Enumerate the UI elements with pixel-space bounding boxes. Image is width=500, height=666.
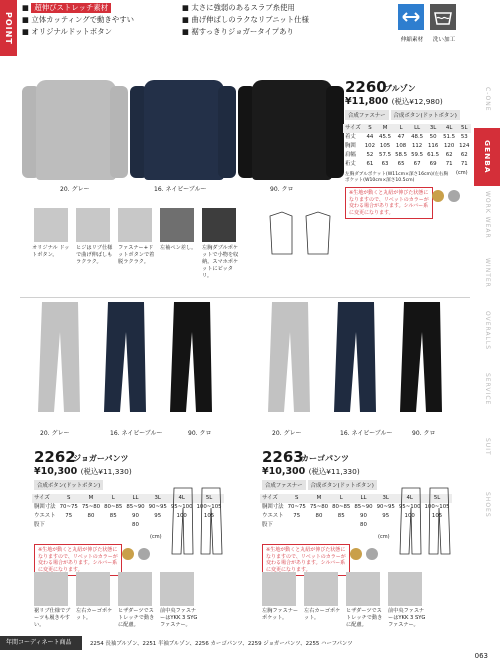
pants-photo-black xyxy=(166,302,216,412)
rivet-swatch-gold xyxy=(122,548,134,560)
color-caption: 16. ネイビーブルー xyxy=(154,186,207,193)
jacket-size-table: サイズ S M L LL 3L 4L 5L 着丈 44 45.5 47 48.5 50 51.5 53 胸囲 102 105 108 112 116 120 124 肩幅 52 57.5 58.5 59.5 61.5 62 62 裄丈 61 63 65 67 69 71 71 xyxy=(345,125,470,167)
detail-photo xyxy=(202,208,236,242)
side-index-item[interactable]: WINTER xyxy=(484,258,491,288)
detail-caption: ヒジはリブ仕様で曲げ伸ばしもラクラク。 xyxy=(76,245,113,265)
pocket-note: 左胸ダブルポケット(W11cm×深さ16cm)/左右胸ポケット(W10cm×深さ10.5cm) xyxy=(345,172,449,183)
side-index-item[interactable]: SUIT xyxy=(484,438,491,456)
detail-photo xyxy=(388,572,422,606)
washable-icon xyxy=(430,4,456,30)
footer-label: 年間コーディネート商品 xyxy=(0,636,82,650)
point-item: ■ 超伸びストレッチ素材 xyxy=(22,2,182,14)
detail-photo xyxy=(160,208,194,242)
material-tags: 合成ファスナー 合成ボタン(ドットボタン) xyxy=(345,110,462,120)
detail-caption: オリジナル ドットボタン。 xyxy=(32,245,70,258)
stretch-icon xyxy=(398,4,424,30)
point-item: ■ オリジナルドットボタン xyxy=(22,27,112,36)
footer-items: 2254 長袖ブルゾン、2251 半袖ブルゾン、2256 カーゴパンツ、2259 ジョガーパンツ、2255 ハーフパンツ xyxy=(90,641,353,647)
pants-photo-grey xyxy=(264,302,314,412)
detail-photo xyxy=(304,572,338,606)
pants-line-drawing xyxy=(168,484,228,556)
detail-caption: ファスナー+ドットボタンで着脱ラクラク。 xyxy=(118,245,155,265)
rivet-warning: ※生地が動くと丸紐が伸びた状態になりますので、リベットのカラーが変わる場合があります。シルバー系に変更になります。 xyxy=(34,544,122,576)
pants-size-table: サイズ S M L LL 3L 4L 5L 胴囲寸法 70~75 75~80 80~85 85~90 90~95 95~100 100~105 ウエスト 75 80 85 90 95 100 105 股下 80 xyxy=(34,495,222,528)
detail-caption: 前中央ファスナーはYKK 3 SYGファスナー。 xyxy=(160,608,198,628)
detail-photo xyxy=(118,572,152,606)
rivet-swatch-silver xyxy=(448,190,460,202)
rivet-swatch-gold xyxy=(432,190,444,202)
pants-photo-black xyxy=(396,302,446,412)
point-item: ■ 太さに強弱のあるスラブ糸使用 xyxy=(182,3,295,12)
side-index-item[interactable]: OVERALLS xyxy=(484,311,491,351)
price: ¥10,300 (税込¥11,330) xyxy=(34,466,132,477)
detail-photo xyxy=(346,572,380,606)
detail-caption: ヒザダーツでストレッチで動きに配慮。 xyxy=(118,608,155,628)
unit-label: (cm) xyxy=(456,170,468,176)
footer xyxy=(0,636,500,666)
product-number: 2263 xyxy=(262,448,304,466)
side-index xyxy=(474,70,500,630)
color-caption: 20. グレー xyxy=(40,430,70,437)
point-list-left xyxy=(22,2,182,38)
detail-caption: 裾リブ仕様でブーツも履きやすい。 xyxy=(34,608,71,628)
jacket-line-drawing xyxy=(262,208,338,258)
rivet-swatch-silver xyxy=(138,548,150,560)
feature-icons xyxy=(398,4,464,30)
unit-label: (cm) xyxy=(378,534,390,540)
side-index-item[interactable]: SERVICE xyxy=(484,372,491,406)
material-tags: 合成ファスナー 合成ボタン(ドットボタン) xyxy=(262,480,379,490)
rivet-swatch-gold xyxy=(350,548,362,560)
pants-photo-navy xyxy=(330,302,380,412)
detail-photo xyxy=(34,572,68,606)
material-tags: 合成ボタン(ドットボタン) xyxy=(34,480,105,490)
product-number: 2260 xyxy=(345,78,387,96)
detail-caption: 左胸ファスナーポケット。 xyxy=(262,608,299,621)
detail-caption: 左右カーゴポケット。 xyxy=(304,608,341,621)
color-caption: 90. クロ xyxy=(188,430,212,437)
pants-size-table: サイズ S M L LL 3L 4L 5L 胴囲寸法 70~75 75~80 80~85 85~90 90~95 95~100 100~105 ウエスト 75 80 85 90 95 100 105 股下 80 xyxy=(262,495,450,528)
point-tab: POINT xyxy=(0,0,17,56)
point-item: ■ 立体カッティングで動きやすい xyxy=(22,15,134,24)
pants-line-drawing xyxy=(396,484,456,556)
section-divider xyxy=(20,297,470,298)
side-index-item[interactable]: C-ONE xyxy=(484,86,491,112)
detail-caption: 左右カーゴポケット。 xyxy=(76,608,113,621)
page-number: 063 xyxy=(474,652,488,660)
detail-photo xyxy=(262,572,296,606)
color-caption: 20. グレー xyxy=(272,430,302,437)
color-caption: 16. ネイビーブルー xyxy=(340,430,393,437)
price: ¥10,300 (税込¥11,330) xyxy=(262,466,360,477)
detail-photo xyxy=(160,572,194,606)
rivet-warning: ※生地が動くと丸紐が伸びた状態になりますので、リベットのカラーが変わる場合があります。シルバー系に変更になります。 xyxy=(345,187,433,219)
detail-caption: ヒザダーツでストレッチで動きに配慮。 xyxy=(346,608,383,628)
price: ¥11,800 (税込¥12,980) xyxy=(345,96,443,107)
rivet-warning: ※生地が動くと丸紐が伸びた状態になりますので、リベットのカラーが変わる場合があります。シルバー系に変更になります。 xyxy=(262,544,350,576)
product-name: ジョガーパンツ xyxy=(73,454,129,463)
color-caption: 16. ネイビーブルー xyxy=(110,430,163,437)
detail-caption: 左袖ペン差し。 xyxy=(160,245,197,251)
side-index-item[interactable]: SHOES xyxy=(484,492,491,518)
detail-photo xyxy=(34,208,68,242)
pants-photo-navy xyxy=(100,302,150,412)
feature-icon-labels: 伸縮素材 洗い加工 xyxy=(400,37,456,43)
unit-label: (cm) xyxy=(150,534,162,540)
color-caption: 90. クロ xyxy=(412,430,436,437)
point-list-right xyxy=(182,2,322,38)
color-caption: 20. グレー xyxy=(60,186,90,193)
detail-caption: 前中央ファスナーはYKK 3 SYGファスナー。 xyxy=(388,608,426,628)
color-caption: 90. クロ xyxy=(270,186,294,193)
point-item: ■ 裾すっきりジョガータイプあり xyxy=(182,27,294,36)
detail-photo xyxy=(76,208,110,242)
rivet-swatch-silver xyxy=(366,548,378,560)
side-index-item[interactable]: WORK WEAR xyxy=(484,191,491,239)
product-name: ブルゾン xyxy=(384,84,416,93)
point-item: ■ 曲げ伸ばしのラクなリブニット仕様 xyxy=(182,15,309,24)
side-index-item-active[interactable]: GENBA xyxy=(474,128,500,186)
product-number: 2262 xyxy=(34,448,76,466)
detail-photo xyxy=(118,208,152,242)
detail-caption: 左胸ダブルポケットで小物を収納。スマホポケットにピッタリ。 xyxy=(202,245,239,279)
pants-photo-grey xyxy=(34,302,84,412)
detail-photo xyxy=(76,572,110,606)
product-name: カーゴパンツ xyxy=(301,454,349,463)
